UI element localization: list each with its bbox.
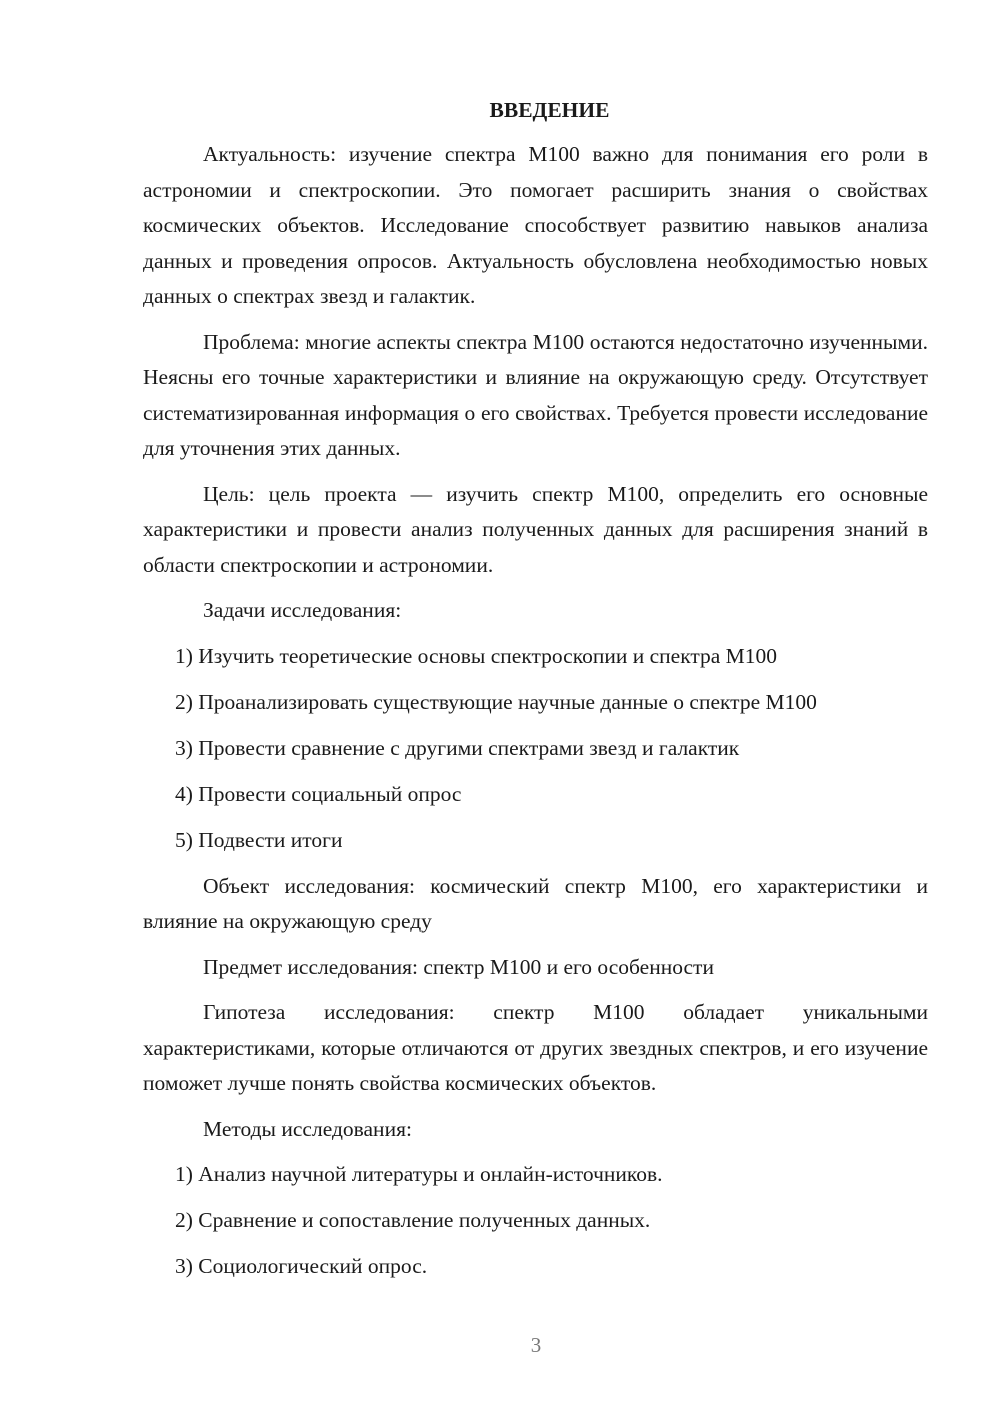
page-number: 3 <box>530 1333 542 1357</box>
list-item: 2) Сравнение и сопоставление полученных данных. <box>175 1208 651 1232</box>
hypothesis-paragraph: Гипотеза исследования: спектр М100 обладает уникальными характеристиками, которые отличаются от других звездных спектров, и его изучение поможет лучше понять свойства космических объектов. <box>143 1000 928 1095</box>
list-item: 3) Социологический опрос. <box>175 1254 428 1278</box>
relevance-paragraph: Актуальность: изучение спектра М100 важно для понимания его роли в астрономии и спектроскопии. Это помогает расширить знания о свойствах космических объектов. Исследование способствует развитию навыков анализа данных и проведения опросов. Актуальность обусловлена необходимостью новых данных о спектрах звезд и галактик. <box>143 142 928 308</box>
problem-paragraph: Проблема: многие аспекты спектра М100 остаются недостаточно изученными. Неясны его точные характеристики и влияние на окружающую среду. Отсутствует систематизированная информация о его свойствах. Требуется провести исследование для уточнения этих данных. <box>143 329 928 460</box>
list-item: 1) Изучить теоретические основы спектроскопии и спектра М100 <box>175 643 778 668</box>
goal-paragraph: Цель: цель проекта — изучить спектр М100, определить его основные характеристики и провести анализ полученных данных для расширения знаний в области спектроскопии и астрономии. <box>143 481 928 577</box>
tasks-list <box>143 639 928 859</box>
list-item: 3) Провести сравнение с другими спектрами звезд и галактик <box>175 735 740 760</box>
methods-label: Методы исследования: <box>203 1116 412 1141</box>
list-item: 2) Проанализировать существующие научные данные о спектре М100 <box>175 689 817 714</box>
methods-list <box>143 1157 928 1285</box>
list-item: 4) Провести социальный опрос <box>175 781 462 806</box>
list-item: 5) Подвести итоги <box>175 827 343 852</box>
object-paragraph: Объект исследования: космический спектр М100, его характеристики и влияние на окружающую среду <box>143 873 928 933</box>
list-item: 1) Анализ научной литературы и онлайн-источников. <box>175 1162 663 1186</box>
section-title: ВВЕДЕНИЕ <box>489 98 610 122</box>
document-page <box>143 95 928 1295</box>
tasks-label: Задачи исследования: <box>203 598 402 622</box>
subject-paragraph: Предмет исследования: спектр М100 и его особенности <box>203 954 714 979</box>
